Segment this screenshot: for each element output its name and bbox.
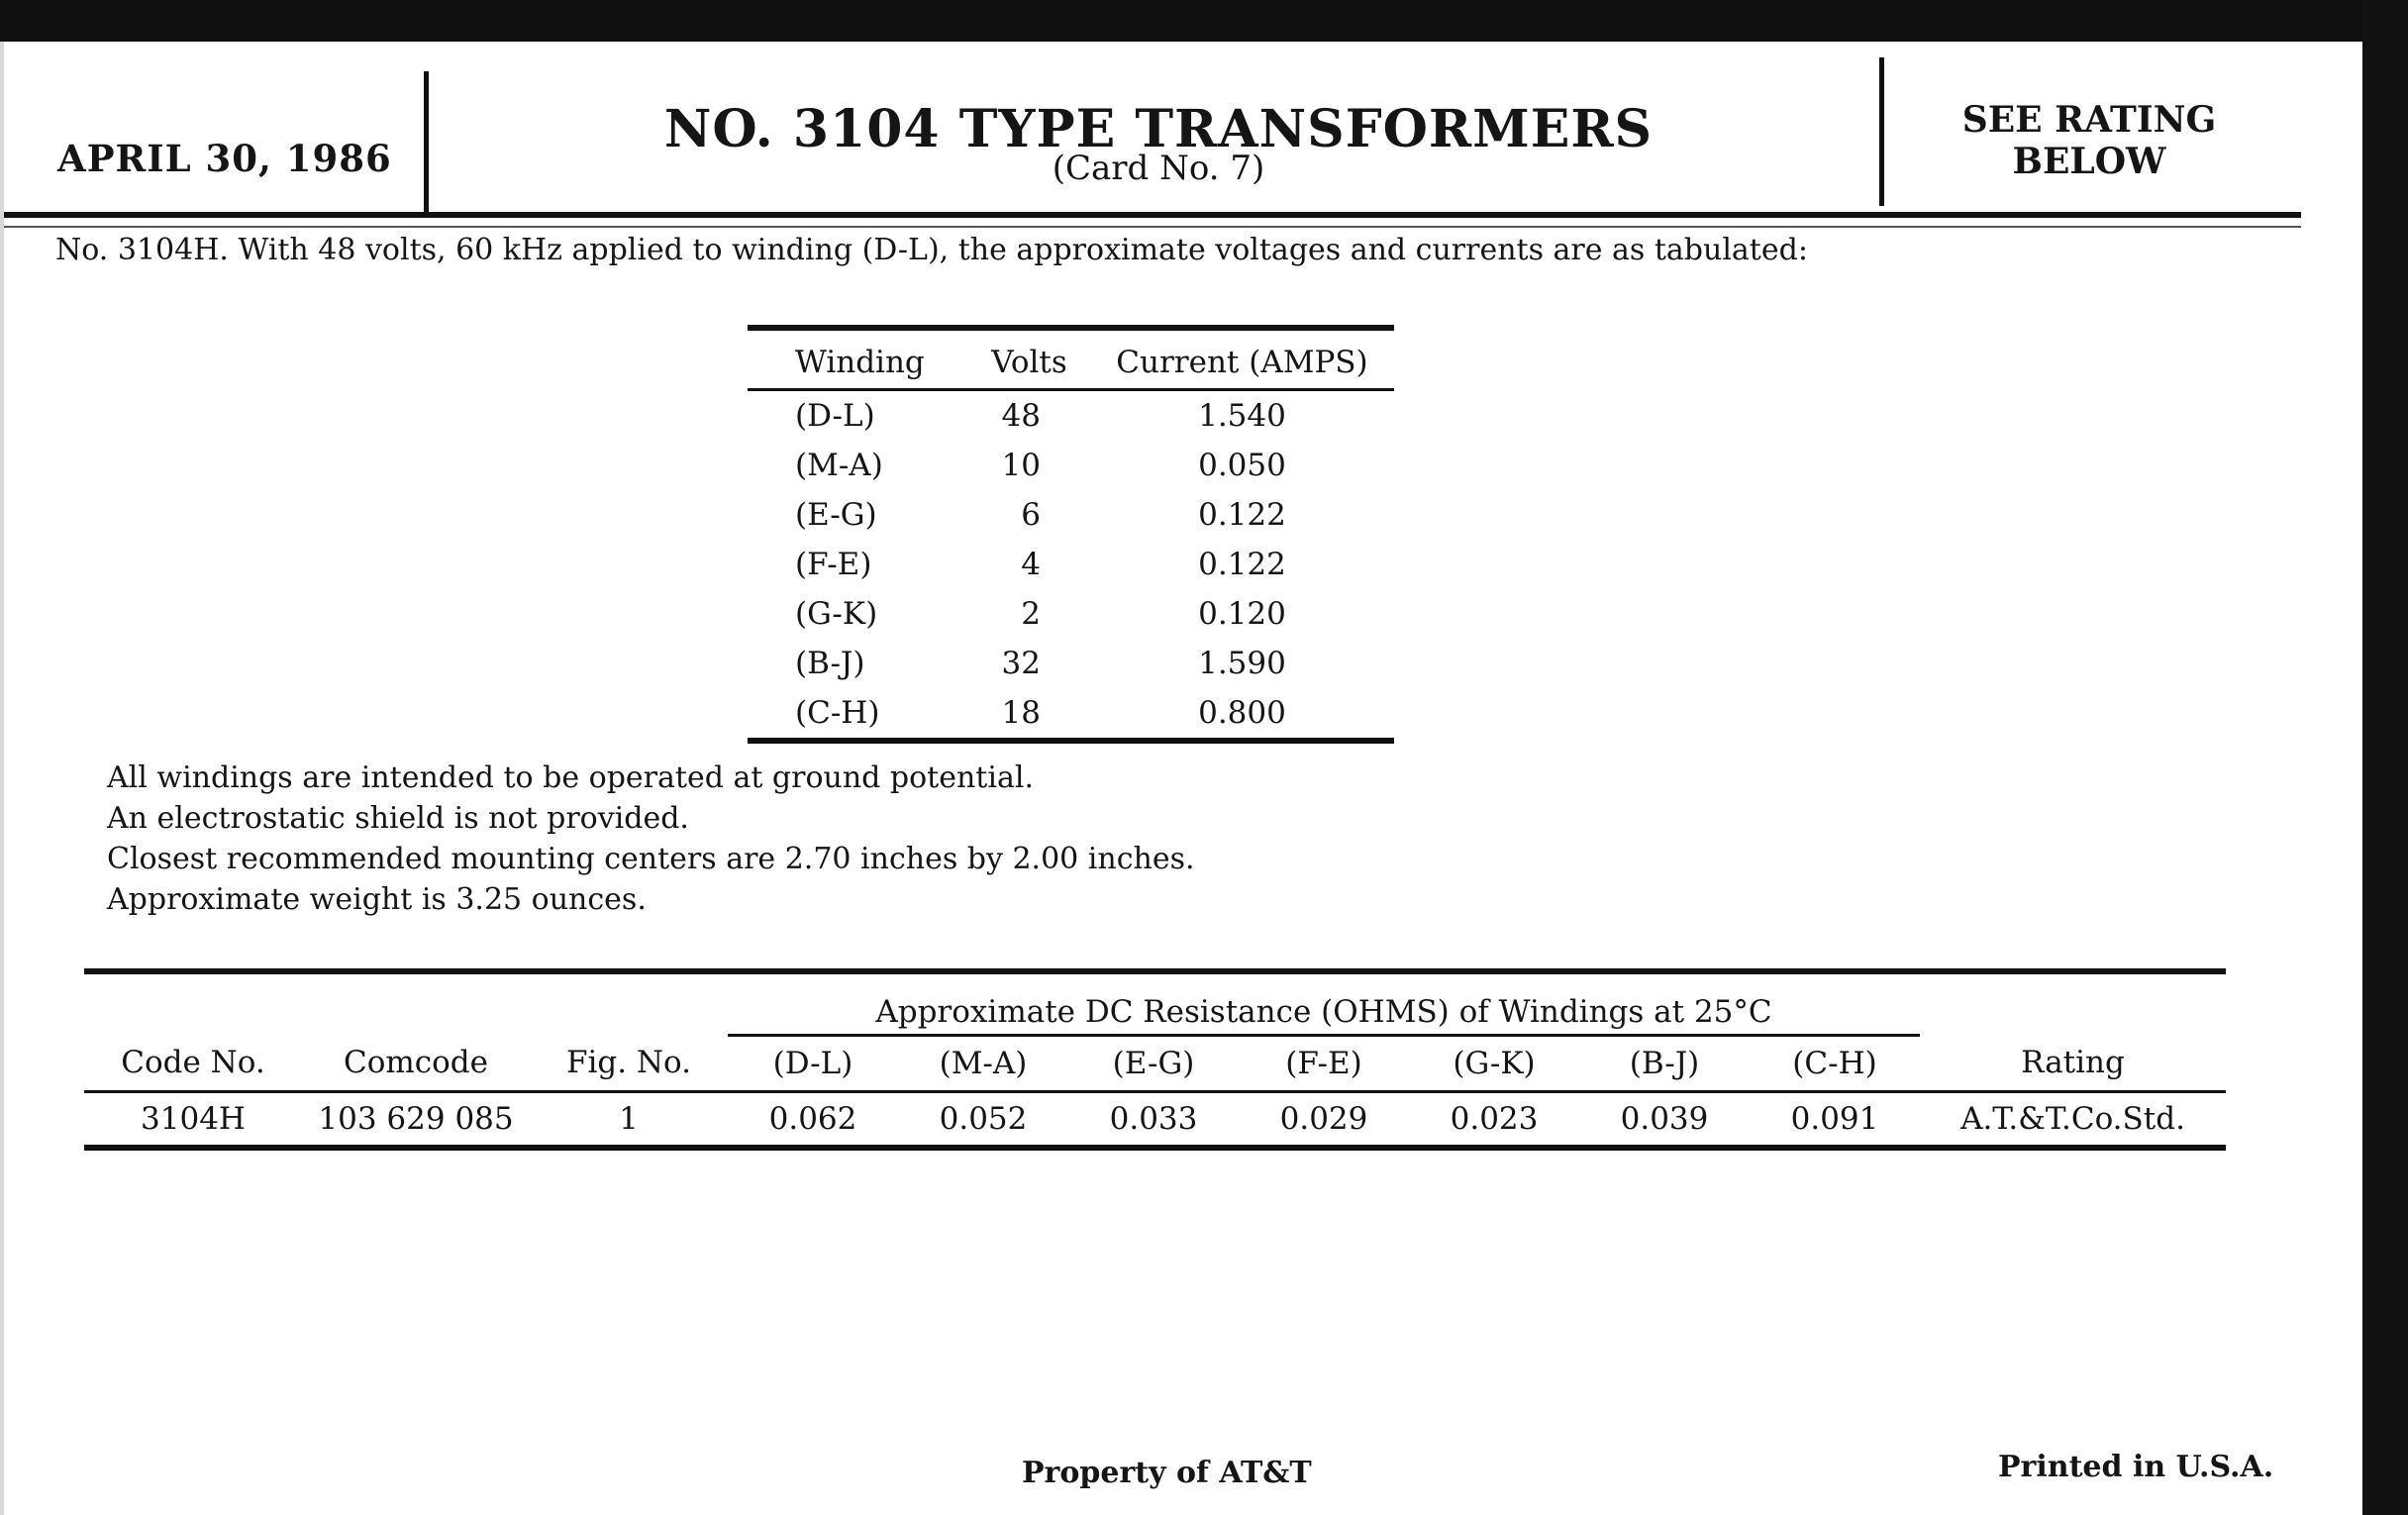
resistance-table <box>84 968 2226 1151</box>
winding-cell: (M-A) <box>795 448 883 483</box>
note-line: Approximate weight is 3.25 ounces. <box>107 882 647 917</box>
winding-cell: (E-G) <box>795 497 877 533</box>
col-gk: (G-K) <box>1409 1036 1579 1092</box>
card-number: (Card No. 7) <box>1052 149 1265 188</box>
header-divider-left <box>424 71 429 218</box>
scan-left-edge <box>0 42 4 1515</box>
rating-note <box>1881 99 2297 182</box>
table-row <box>748 540 1394 589</box>
volts-cell: 18 <box>968 688 1090 741</box>
intro-text: No. 3104H. With 48 volts, 60 kHz applied to winding (D-L), the approximate voltages and currents are as tabulated: <box>55 233 1808 267</box>
current-cell: 0.800 <box>1090 688 1394 741</box>
winding-cell: (F-E) <box>795 547 872 582</box>
spacer-cell <box>84 971 728 1036</box>
scan-right-border <box>2362 0 2408 1515</box>
resistance-cell: 0.029 <box>1239 1092 1409 1149</box>
property-notice: Property of AT&T <box>1022 1456 1312 1490</box>
col-volts: Volts <box>968 328 1090 390</box>
volts-cell: 48 <box>1001 398 1041 434</box>
volts-cell: 2 <box>1021 596 1041 632</box>
col-fig-no: Fig. No. <box>530 1036 728 1092</box>
col-code-no: Code No. <box>84 1036 302 1092</box>
winding-cell: (B-J) <box>795 646 865 681</box>
col-rating: Rating <box>1920 1036 2226 1092</box>
col-ch: (C-H) <box>1750 1036 1920 1092</box>
volts-cell: 6 <box>1021 497 1041 533</box>
col-eg: (E-G) <box>1068 1036 1239 1092</box>
resistance-group-header: Approximate DC Resistance (OHMS) of Windings at 25°C <box>728 971 1920 1036</box>
col-comcode: Comcode <box>302 1036 530 1092</box>
resistance-cell: 0.052 <box>898 1092 1068 1149</box>
card-title: NO. 3104 TYPE TRANSFORMERS <box>663 99 1654 159</box>
current-cell: 0.120 <box>1198 596 1286 632</box>
volts-cell: 4 <box>1021 547 1041 582</box>
col-ma: (M-A) <box>898 1036 1068 1092</box>
resistance-cell: 0.062 <box>728 1092 898 1149</box>
note-line: Closest recommended mounting centers are 2.70 inches by 2.00 inches. <box>107 842 1195 876</box>
current-cell: 0.122 <box>1198 497 1286 533</box>
current-cell: 1.540 <box>1198 398 1286 434</box>
winding-table <box>748 325 1394 744</box>
winding-table-header <box>748 328 1394 390</box>
winding-cell: (G-K) <box>795 596 878 632</box>
rating-note-line1: SEE RATING <box>1961 99 2217 141</box>
comcode-cell: 103 629 085 <box>302 1092 530 1149</box>
spacer-cell <box>1920 971 2226 1036</box>
col-bj: (B-J) <box>1579 1036 1750 1092</box>
resistance-cell: 0.039 <box>1579 1092 1750 1149</box>
col-fe: (F-E) <box>1239 1036 1409 1092</box>
rating-note-line2: BELOW <box>2012 141 2166 182</box>
winding-cell: (D-L) <box>795 398 875 434</box>
header-bottom-rule-thin <box>4 226 2301 228</box>
fig-no-cell: 1 <box>530 1092 728 1149</box>
table-row <box>84 1092 2226 1149</box>
resistance-header-row <box>84 1036 2226 1092</box>
note-line: All windings are intended to be operated at ground potential. <box>107 760 1034 795</box>
resistance-cell: 0.033 <box>1068 1092 1239 1149</box>
table-row <box>748 589 1394 639</box>
current-cell: 0.050 <box>1198 448 1286 483</box>
current-cell: 1.590 <box>1198 646 1286 681</box>
table-row <box>748 390 1394 442</box>
volts-cell: 32 <box>1001 646 1041 681</box>
printed-notice: Printed in U.S.A. <box>1998 1450 2274 1484</box>
col-winding: Winding <box>748 328 968 390</box>
winding-cell: (C-H) <box>748 688 968 741</box>
rating-cell: A.T.&T.Co.Std. <box>1920 1092 2226 1149</box>
resistance-cell: 0.023 <box>1409 1092 1579 1149</box>
header-bottom-rule <box>4 212 2301 218</box>
card-date: APRIL 30, 1986 <box>57 137 392 180</box>
table-row <box>748 639 1394 688</box>
resistance-cell: 0.091 <box>1750 1092 1920 1149</box>
current-cell: 0.122 <box>1198 547 1286 582</box>
table-row <box>748 441 1394 490</box>
code-no-cell: 3104H <box>84 1092 302 1149</box>
resistance-group-row <box>84 971 2226 1036</box>
scan-top-border <box>0 0 2408 42</box>
volts-cell: 10 <box>1001 448 1041 483</box>
col-dl: (D-L) <box>728 1036 898 1092</box>
notes-block <box>107 758 1195 920</box>
note-line: An electrostatic shield is not provided. <box>107 801 689 836</box>
table-row <box>748 490 1394 540</box>
col-current: Current (AMPS) <box>1090 328 1394 390</box>
table-row <box>748 688 1394 741</box>
